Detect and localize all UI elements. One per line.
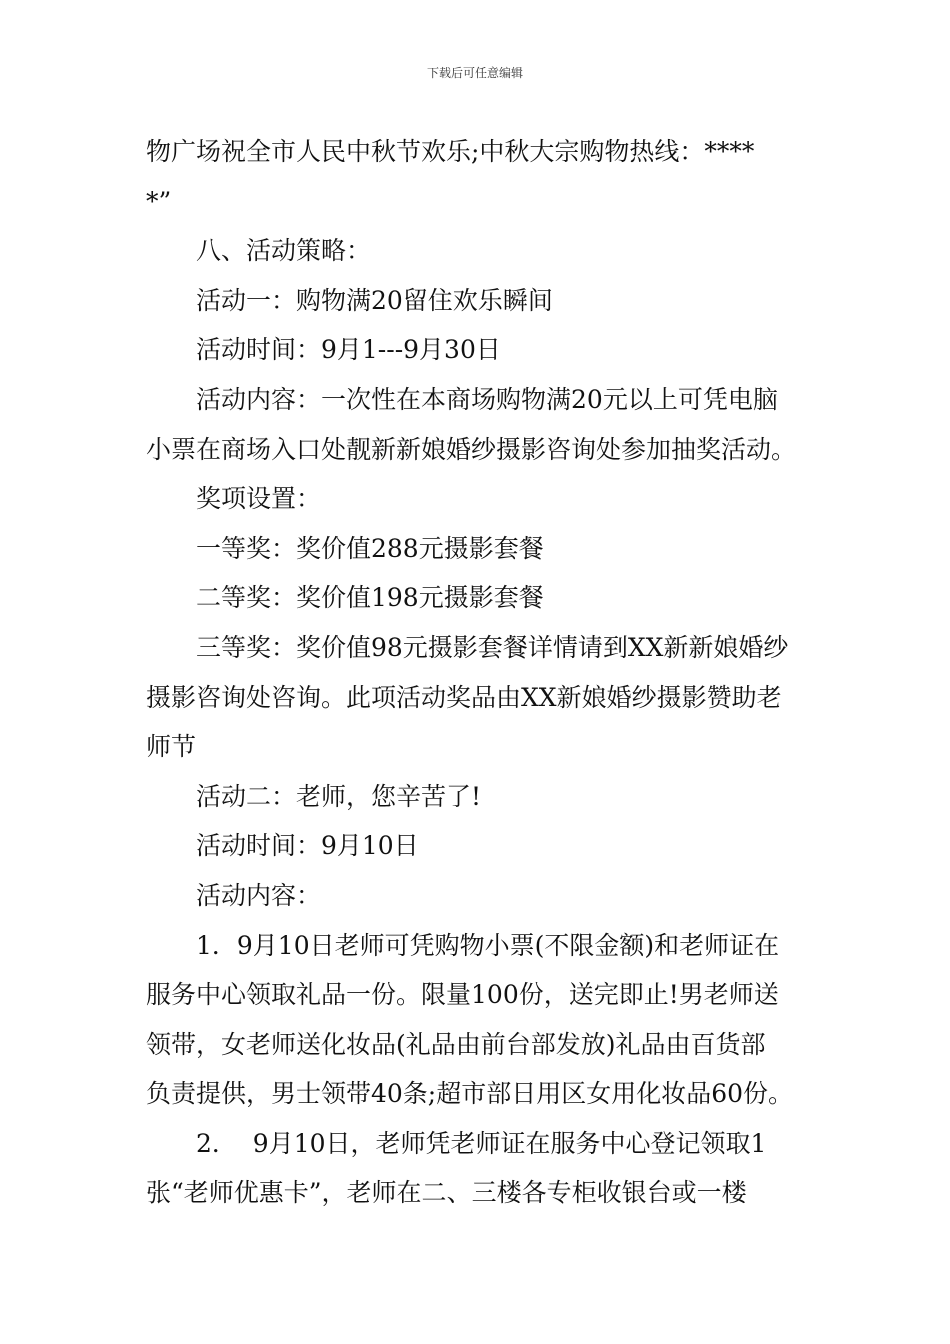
activity-title: 活动一：购物满20留住欢乐瞬间 bbox=[196, 285, 553, 315]
text-line: 摄影咨询处咨询。此项活动奖品由XX新娘婚纱摄影赞助老 bbox=[146, 682, 782, 712]
text-line: 张“老师优惠卡”，老师在二、三楼各专柜收银台或一楼 bbox=[146, 1178, 747, 1208]
text-line: 师节 bbox=[146, 732, 197, 762]
prize-line: 三等奖：奖价值98元摄影套餐详情请到XX新新娘婚纱 bbox=[196, 632, 789, 662]
text-line: 活动时间：9月1---9月30日 bbox=[196, 335, 501, 365]
page-header: 下载后可任意编辑 bbox=[426, 66, 523, 80]
document-body bbox=[146, 127, 808, 1218]
text-line: 物广场祝全市人民中秋节欢乐;中秋大宗购物热线：**** bbox=[146, 137, 755, 166]
activity-title: 活动二：老师，您辛苦了! bbox=[196, 781, 482, 811]
text-line: 活动时间：9月10日 bbox=[196, 831, 419, 861]
list-item: 2． 9月10日，老师凭老师证在服务中心登记领取1 bbox=[196, 1128, 767, 1158]
prize-line: 二等奖：奖价值198元摄影套餐 bbox=[196, 583, 544, 613]
text-line: 活动内容： bbox=[196, 880, 322, 910]
prize-line: 一等奖：奖价值288元摄影套餐 bbox=[196, 533, 544, 563]
list-item: 1．9月10日老师可凭购物小票(不限金额)和老师证在 bbox=[196, 930, 780, 960]
text-line: *” bbox=[146, 186, 172, 216]
text-line: 服务中心领取礼品一份。限量100份，送完即止!男老师送 bbox=[146, 980, 779, 1010]
text-line: 领带，女老师送化妆品(礼品由前台部发放)礼品由百货部 bbox=[146, 1029, 766, 1059]
text-line: 负责提供，男士领带40条;超市部日用区女用化妆品60份。 bbox=[146, 1079, 794, 1109]
section-heading: 八、活动策略： bbox=[196, 236, 372, 266]
text-line: 小票在商场入口处靓新新娘婚纱摄影咨询处参加抽奖活动。 bbox=[146, 434, 797, 464]
text-line: 活动内容：一次性在本商场购物满20元以上可凭电脑 bbox=[196, 384, 778, 414]
text-line: 奖项设置： bbox=[196, 484, 322, 514]
